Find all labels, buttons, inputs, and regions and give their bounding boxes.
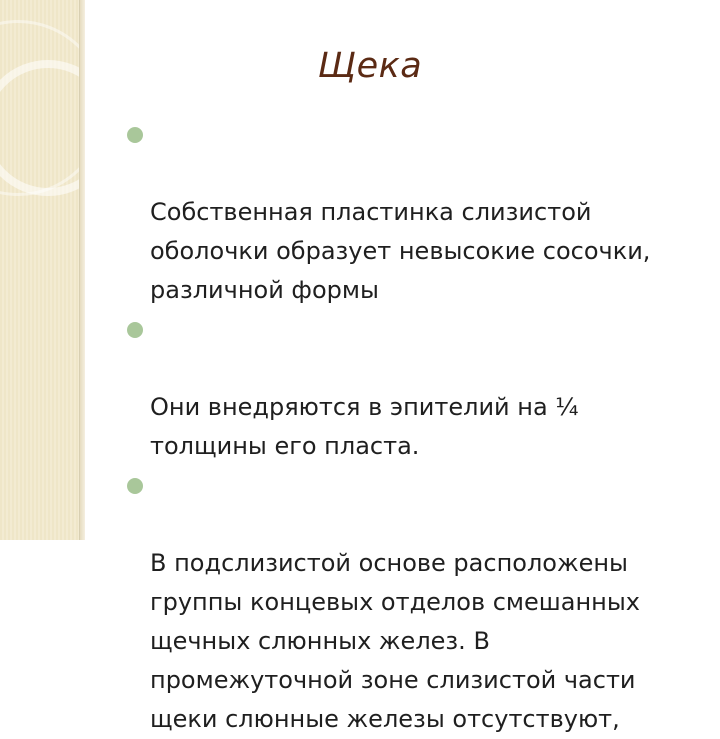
bullet-item [128,310,708,466]
bullet-dot-icon [127,127,143,143]
bullet-text: В подслизистой основе расположены группы концевых отделов смешанных щечных слюнных желез. В промежуточной зоне слизистой части щеки слюнные железы отсутствуют, [150,549,640,733]
decorative-ring [0,20,80,196]
slide-title: Щека [317,46,423,86]
bullet-dot-icon [127,322,143,338]
slide-content [128,115,708,739]
bullet-item [128,115,708,310]
bullet-text: Собственная пластинка слизистой оболочки образует невысокие сосочки, различной формы [150,198,651,304]
bullet-dot-icon [127,478,143,494]
decorative-divider [80,0,85,540]
decorative-side-band [0,0,80,540]
bullet-item [128,466,708,739]
bullet-text: Они внедряются в эпителий на ¼ толщины его пласта. [150,393,579,460]
